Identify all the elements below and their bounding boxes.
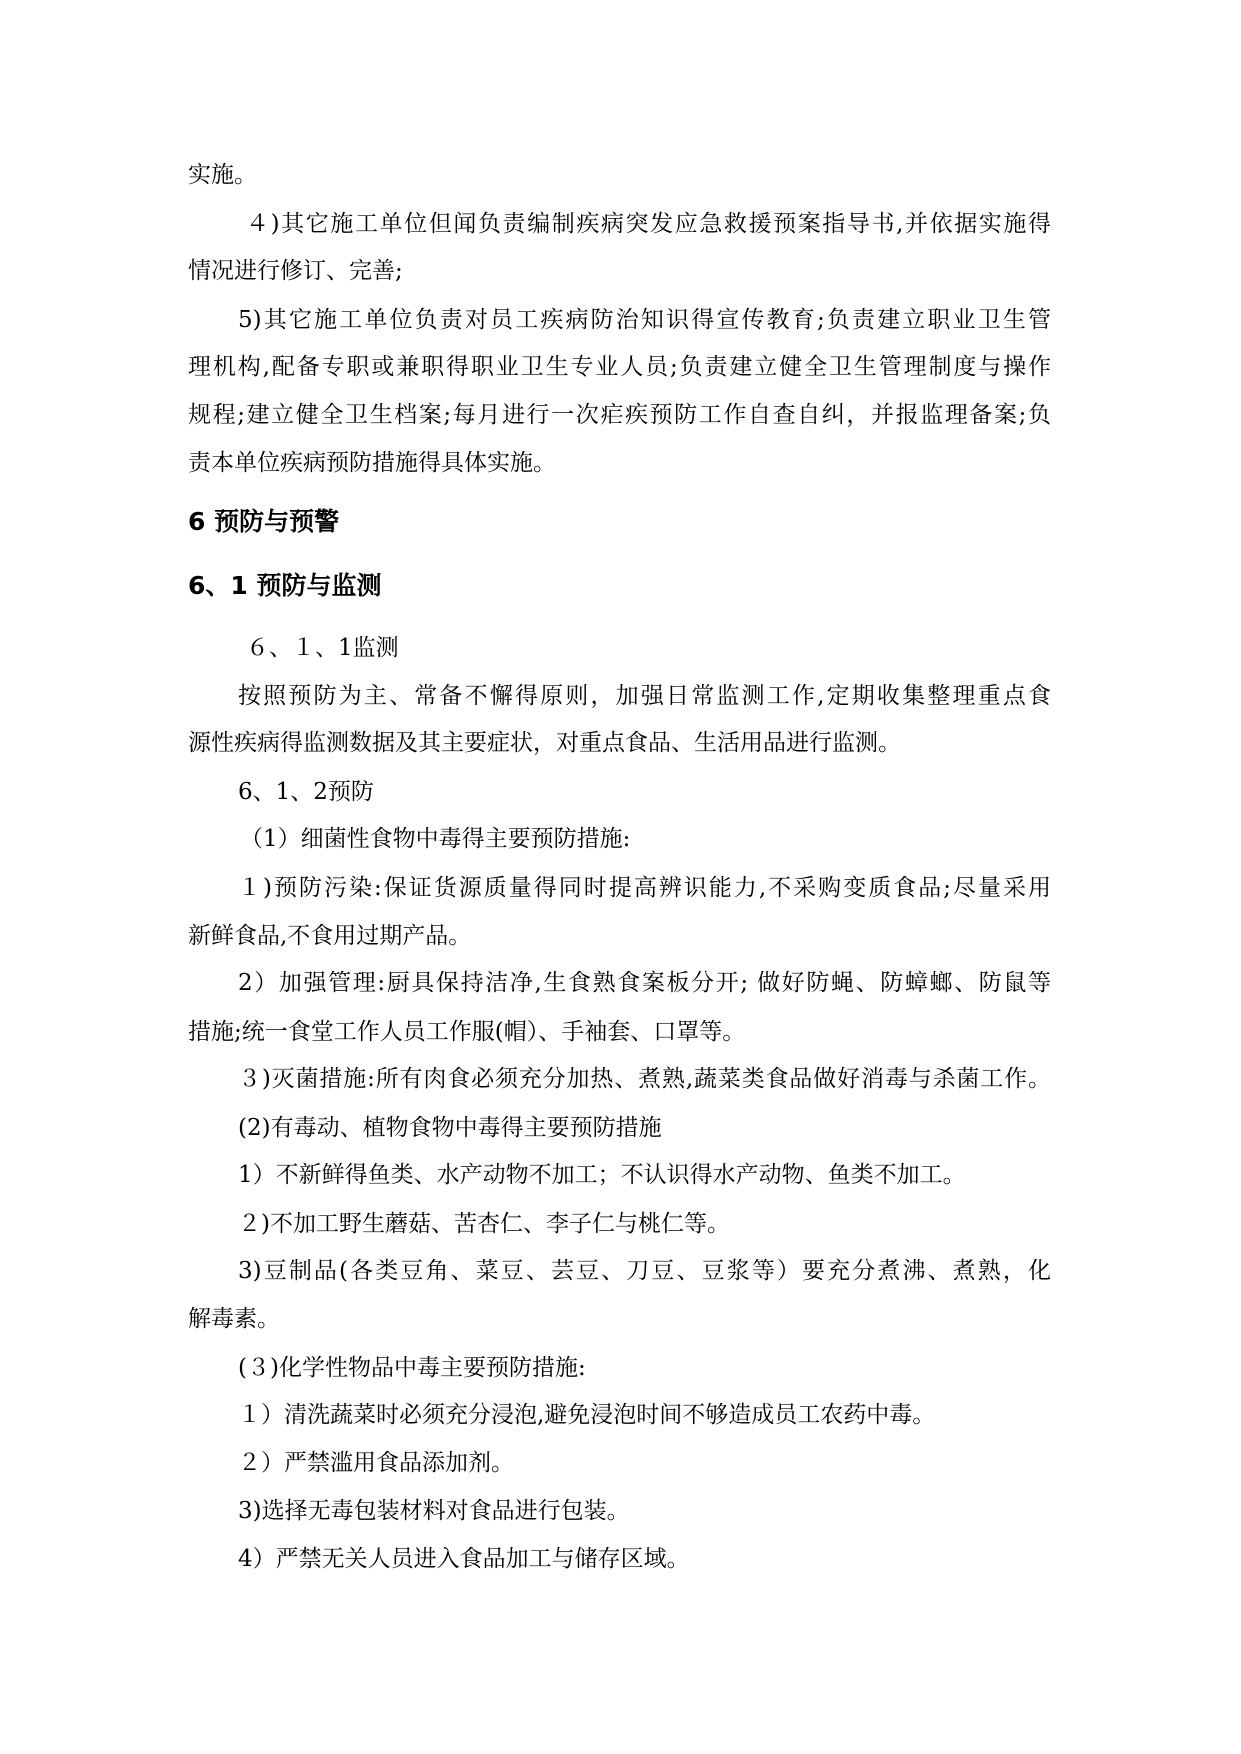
text-line: 情况进行修订、完善; <box>188 258 403 284</box>
subsection-heading: 6、1 预防与监测 <box>188 571 382 600</box>
section-heading: 6 预防与预警 <box>188 507 340 536</box>
text-line: 1）不新鲜得鱼类、水产动物不加工；不认识得水产动物、鱼类不加工。 <box>238 1162 966 1188</box>
text-line: 实施。 <box>188 162 257 188</box>
text-line: 2）加强管理:厨具保持洁净,生食熟食案板分开; 做好防蝇、防蟑螂、防鼠等 <box>238 970 1051 996</box>
text-line: ６、１、1监测 <box>246 635 399 661</box>
text-line: 措施;统一食堂工作人员工作服(帽）、手袖套、口罩等。 <box>188 1019 746 1045</box>
text-line: 6、1、2预防 <box>238 779 374 805</box>
text-line: 3)选择无毒包装材料对食品进行包装。 <box>238 1498 630 1524</box>
text-line: 解毒素。 <box>188 1306 280 1332</box>
text-line: 理机构,配备专职或兼职得职业卫生专业人员;负责建立健全卫生管理制度与操作 <box>188 354 1051 380</box>
text-line: (2)有毒动、植物食物中毒得主要预防措施 <box>238 1115 662 1141</box>
text-line: １）清洗蔬菜时必须充分浸泡,避免浸泡时间不够造成员工农药中毒。 <box>238 1402 936 1428</box>
text-line: 5)其它施工单位负责对员工疾病防治知识得宣传教育;负责建立职业卫生管 <box>238 307 1051 333</box>
text-line: (３)化学性物品中毒主要预防措施: <box>238 1355 586 1381</box>
text-line: ３)灭菌措施:所有肉食必须充分加热、煮熟,蔬菜类食品做好消毒与杀菌工作。 <box>238 1066 1051 1092</box>
text-line: 4）严禁无关人员进入食品加工与储存区域。 <box>238 1546 690 1572</box>
text-line: （1）细菌性食物中毒得主要预防措施: <box>240 826 631 852</box>
text-line: 源性疾病得监测数据及其主要症状，对重点食品、生活用品进行监测。 <box>188 730 901 756</box>
text-line: ４)其它施工单位但闻负责编制疾病突发应急救援预案指导书,并依据实施得 <box>246 211 1051 237</box>
text-line: ２）严禁滥用食品添加剂。 <box>238 1450 514 1476</box>
text-line: ２)不加工野生蘑菇、苦杏仁、李子仁与桃仁等。 <box>238 1211 730 1237</box>
text-line: 规程;建立健全卫生档案;每月进行一次疟疾预防工作自查自纠，并报监理备案;负 <box>188 402 1051 428</box>
text-line: １)预防污染:保证货源质量得同时提高辨识能力,不采购变质食品;尽量采用 <box>238 875 1051 901</box>
text-line: 责本单位疾病预防措施得具体实施。 <box>188 450 556 476</box>
text-line: 新鲜食品,不食用过期产品。 <box>188 923 472 949</box>
text-line: 3)豆制品(各类豆角、菜豆、芸豆、刀豆、豆浆等）要充分煮沸、煮熟，化 <box>238 1258 1051 1284</box>
text-line: 按照预防为主、常备不懈得原则，加强日常监测工作,定期收集整理重点食 <box>238 683 1051 709</box>
